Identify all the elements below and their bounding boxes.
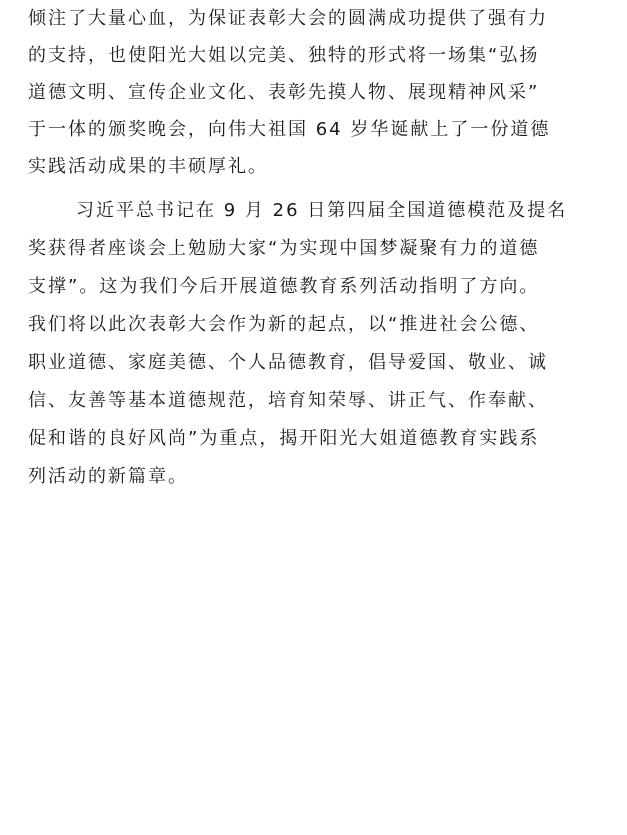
paragraph-2-line-7: 促和谐的良好风尚”为重点，揭开阳光大姐道德教育实践系 [28,428,540,449]
paragraph-2-line-5: 职业道德、家庭美德、个人品德教育，倡导爱国、敬业、诚 [28,352,548,373]
paragraph-2-line-6: 信、友善等基本道德规范，培育知荣辱、讲正气、作奉献、 [28,390,548,411]
paragraph-2-line-2: 奖获得者座谈会上勉励大家“为实现中国梦凝聚有力的道德 [28,238,540,259]
paragraph-1-line-4: 于一体的颁奖晚会，向伟大祖国 64 岁华诞献上了一份道德 [28,119,551,140]
paragraph-1-line-5: 实践活动成果的丰硕厚礼。 [28,156,268,177]
paragraph-2-line-3: 支撑”。这为我们今后开展道德教育系列活动指明了方向。 [28,276,540,297]
paragraph-1-line-3: 道德文明、宣传企业文化、表彰先摸人物、展现精神风采” [28,82,540,103]
paragraph-2-line-8: 列活动的新篇章。 [28,466,188,487]
paragraph-2-line-1: 习近平总书记在 9 月 26 日第四届全国道德模范及提名 [76,200,568,221]
paragraph-2-line-4: 我们将以此次表彰大会作为新的起点，以“推进社会公德、 [28,314,540,335]
paragraph-1-line-2: 的支持，也使阳光大姐以完美、独特的形式将一场集“弘扬 [28,45,540,66]
paragraph-1-line-1: 倾注了大量心血，为保证表彰大会的圆满成功提供了强有力 [28,8,548,29]
